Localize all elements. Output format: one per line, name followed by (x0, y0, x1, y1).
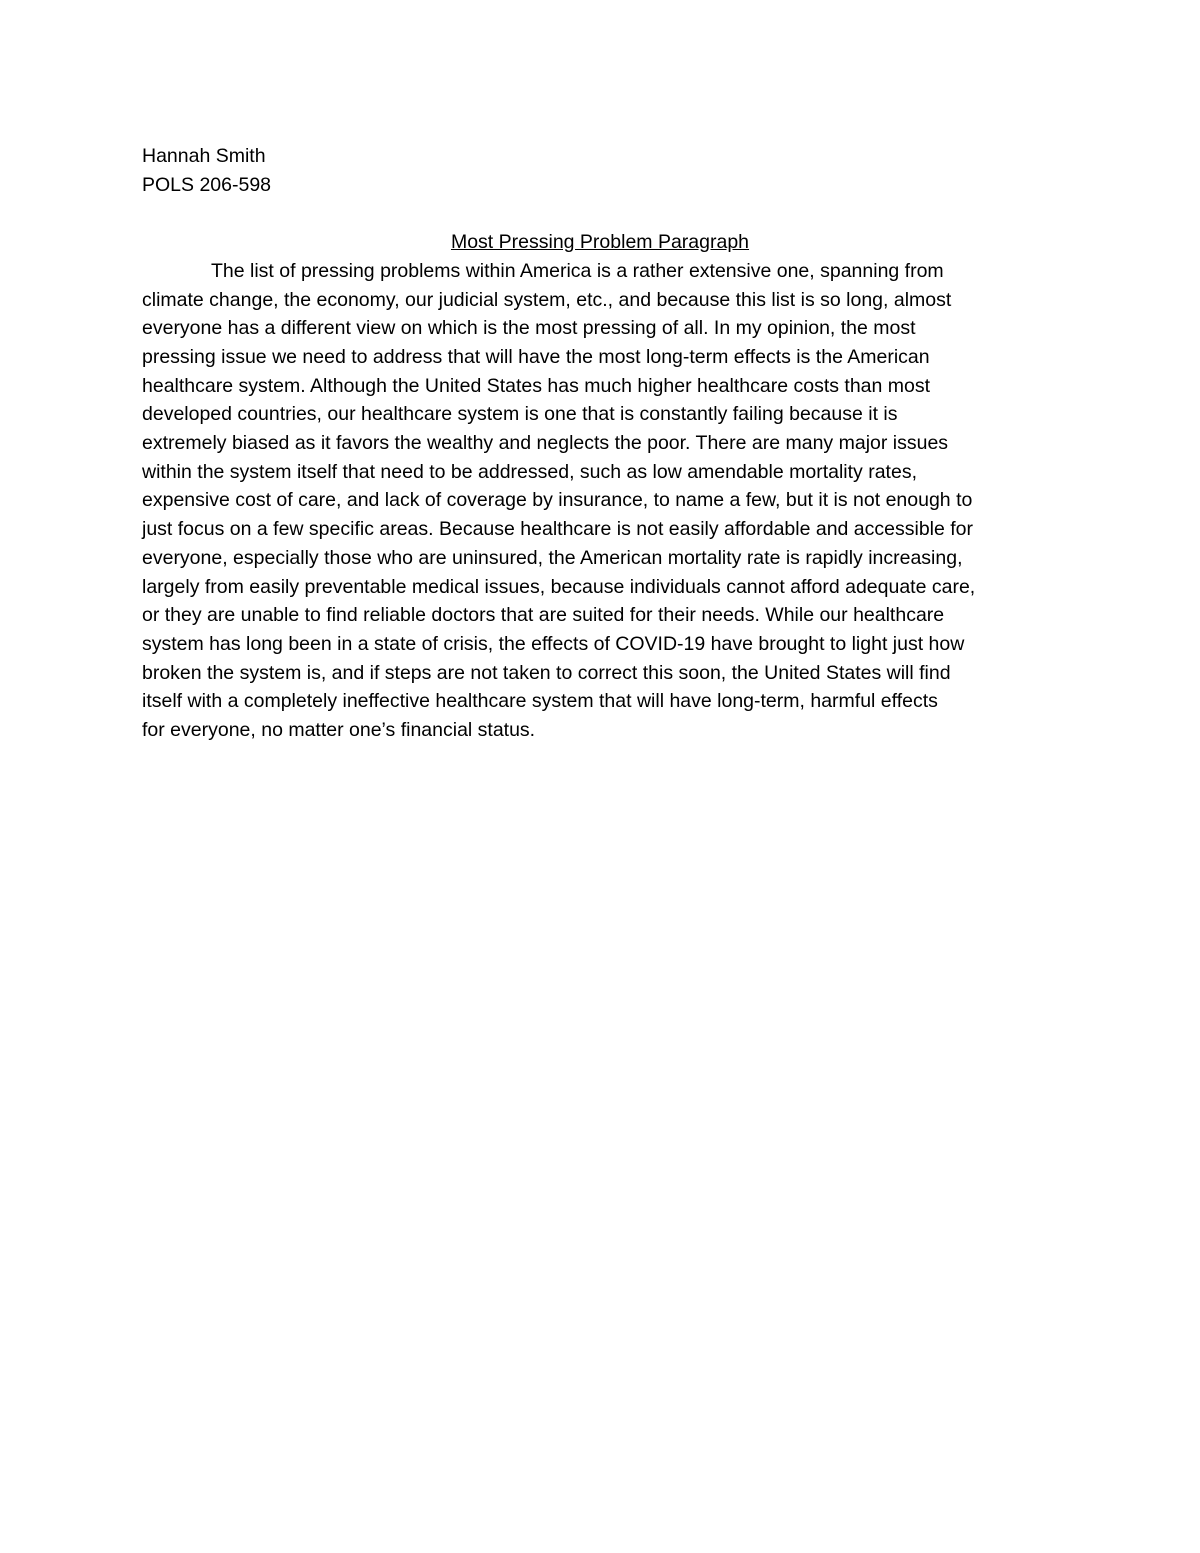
paragraph-line: within the system itself that need to be addressed, such as low amendable mortality rates, (142, 460, 917, 483)
blank-line (142, 199, 1058, 228)
paragraph-line: everyone, especially those who are uninsured, the American mortality rate is rapidly increasing, (142, 546, 963, 569)
paragraph-line: healthcare system. Although the United States has much higher healthcare costs than most (142, 374, 931, 397)
paragraph-line: for everyone, no matter one’s financial status. (142, 719, 536, 742)
paragraph-line: pressing issue we need to address that will have the most long-term effects is the American (142, 345, 930, 368)
paragraph-line: developed countries, our healthcare system is one that is constantly failing because it is (142, 403, 898, 426)
paragraph-line: or they are unable to find reliable doctors that are suited for their needs. While our healthcare (142, 604, 945, 627)
paragraph-line: system has long been in a state of crisis, the effects of COVID-19 have brought to light just how (142, 632, 965, 655)
document-content (142, 142, 1058, 745)
paragraph-line: itself with a completely ineffective healthcare system that will have long-term, harmful effects (142, 690, 938, 713)
author-name: Hannah Smith (142, 145, 266, 167)
body-paragraph (142, 257, 1058, 745)
paragraph-line: climate change, the economy, our judicial system, etc., and because this list is so long, almost (142, 288, 952, 311)
paragraph-line: everyone has a different view on which is the most pressing of all. In my opinion, the most (142, 317, 916, 340)
paragraph-line: largely from easily preventable medical issues, because individuals cannot afford adequate care, (142, 575, 976, 598)
paragraph-line: The list of pressing problems within America is a rather extensive one, spanning from (211, 259, 944, 282)
paragraph-line: broken the system is, and if steps are not taken to correct this soon, the United States will find (142, 661, 951, 684)
paragraph-line: expensive cost of care, and lack of coverage by insurance, to name a few, but it is not enough to (142, 489, 973, 512)
course-code: POLS 206-598 (142, 173, 272, 196)
document-title: Most Pressing Problem Paragraph (450, 231, 750, 254)
paragraph-line: just focus on a few specific areas. Because healthcare is not easily affordable and accessible for (142, 518, 974, 541)
paragraph-line: extremely biased as it favors the wealthy and neglects the poor. There are many major issues (142, 432, 949, 455)
